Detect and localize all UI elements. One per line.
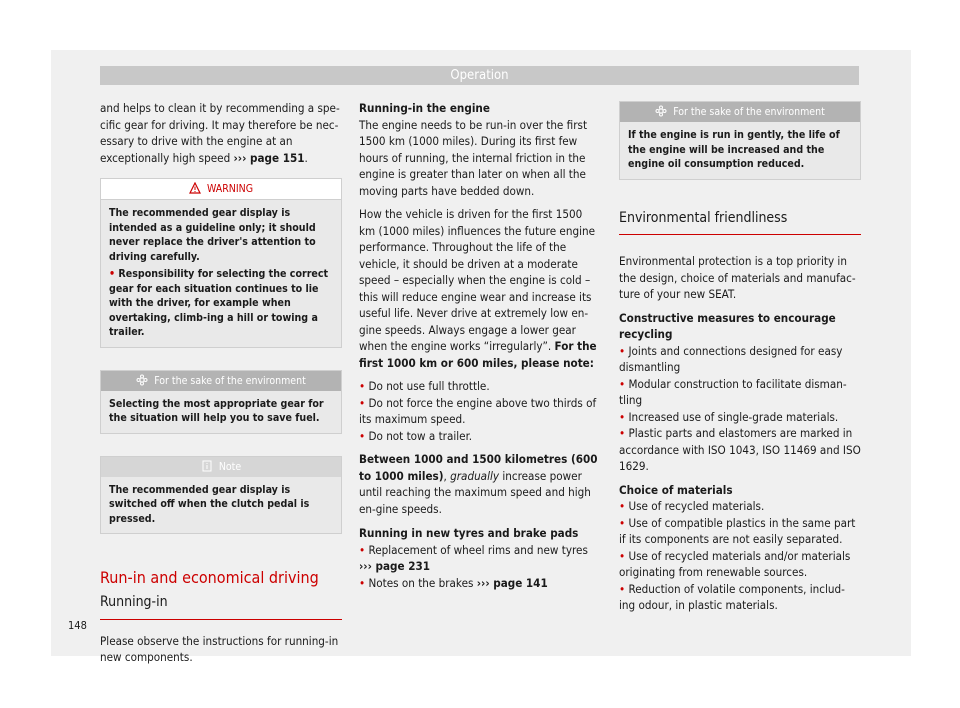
environment-header — [101, 371, 341, 391]
environment-box — [100, 370, 342, 434]
page-link-151[interactable]: ››› page 151 — [233, 150, 305, 165]
bullet-icon: • — [109, 268, 119, 280]
list-item-text: Plastic parts and elastomers are marked in accordance with ISO 1043, ISO 11469 and ISO 1629. — [619, 426, 861, 473]
intro-end: . — [304, 150, 308, 165]
list-item-text: Replacement of wheel rims and new tyres — [368, 542, 588, 557]
note-box — [100, 456, 342, 535]
environment-flower-icon — [136, 374, 148, 386]
list-item — [619, 515, 861, 548]
list-item — [619, 425, 861, 475]
note-title: Note — [218, 460, 242, 473]
note-text: The recommended gear display is switched off when the clutch pedal is pressed. — [101, 477, 341, 534]
engine-paragraph-1: The engine needs to be run-in over the first 1500 km (1000 miles). During its first few hours of running, the internal friction in the engine is greater than later on when all the moving parts have bedded down. — [359, 117, 588, 198]
list-item-text: Joints and connections designed for easy dismantling — [619, 343, 843, 374]
heading-tyres-brakes: Running in new tyres and brake pads — [359, 526, 579, 540]
list-item-text: Use of recycled materials and/or materials originating from renewable sources. — [619, 548, 851, 579]
engine-paragraph-2-bold: For the first 1000 km or 600 miles, please note: — [359, 339, 597, 370]
environment-text: Selecting the most appropriate gear for the situation will help you to save fuel. — [101, 391, 341, 433]
list-item — [619, 581, 861, 614]
environment-title-2: For the sake of the environment — [673, 106, 825, 118]
list-item — [359, 428, 601, 445]
environment-title: For the sake of the environment — [154, 374, 306, 387]
bullet-icon: • — [619, 376, 629, 391]
power-paragraph — [359, 451, 601, 517]
page-number: 148 — [68, 619, 87, 632]
list-item — [359, 378, 601, 395]
environment-text-2: If the engine is run in gently, the life of the engine will be increased and the engine oil consumption reduced. — [620, 122, 860, 179]
environment-flower-icon — [655, 105, 667, 117]
warning-title: WARNING — [206, 183, 254, 195]
intro-text: and helps to clean it by recommending a spe-cific gear for driving. It may therefore be nec-essary to drive with the engine at an exceptionally high speed — [100, 101, 340, 165]
bullet-icon: • — [619, 515, 629, 530]
warning-body — [101, 200, 341, 347]
list-item-text: Notes on the brakes — [368, 575, 474, 590]
section-title: Run-in and economical driving — [100, 568, 319, 587]
engine-paragraph-2-text: How the vehicle is driven for the first 1500 km (1000 miles) influences the future engine performance. Throughout the life of the vehicle, it should be driven at a moderate speed – especially when the engine is cold – this will reduce engine wear and increase its useful life. Never drive at extremely low en-gine speeds. Always engage a lower gear when the engine works “irregularly”. — [359, 207, 596, 353]
warning-header — [101, 179, 341, 200]
heading-running-in-engine: Running-in the engine — [359, 101, 490, 115]
environment-paragraph: Environmental protection is a top priority in the design, choice of materials and manufac-ture of your new SEAT. — [619, 254, 856, 301]
section-title-environment: Environmental friendliness — [619, 209, 788, 226]
bullet-icon: • — [619, 343, 629, 358]
bullet-icon: • — [359, 395, 369, 410]
power-paragraph-comma: , — [443, 468, 447, 483]
subsection-text: Please observe the instructions for running-in new components. — [100, 633, 339, 664]
bullet-icon: • — [359, 379, 369, 393]
list-item — [359, 395, 601, 428]
list-item-text: Use of compatible plastics in the same part if its components are not easily separated. — [619, 515, 856, 546]
bullet-list-materials — [619, 498, 861, 614]
list-item-text: Do not tow a trailer. — [368, 428, 473, 443]
engine-paragraph-2 — [359, 206, 601, 371]
bullet-list-engine — [359, 378, 601, 444]
bullet-icon: • — [359, 542, 369, 557]
environment-header-2 — [620, 102, 860, 122]
bullet-icon: • — [619, 499, 629, 513]
power-paragraph-italic: gradually — [450, 468, 500, 483]
page-link-231[interactable]: ››› page 231 — [359, 559, 430, 573]
power-paragraph-text: increase power until reaching the maximum speed and high en-gine speeds. — [359, 468, 591, 516]
list-item-text: Use of recycled materials. — [628, 499, 765, 513]
warning-text-2: Responsibility for selecting the correct gear for each situation continues to lie with the driver, for example when overtaking, climb-ing a hill or towing a trailer. — [109, 268, 329, 338]
column-1 — [100, 100, 342, 673]
warning-box — [100, 178, 342, 348]
intro-paragraph — [100, 100, 342, 166]
bullet-icon: • — [359, 575, 369, 590]
list-item — [619, 409, 861, 426]
bullet-icon: • — [359, 428, 369, 443]
list-item-text: Increased use of single-grade materials. — [628, 409, 839, 424]
warning-triangle-icon — [189, 182, 201, 194]
list-item — [619, 498, 861, 515]
subsection-title: Running-in — [100, 594, 168, 610]
warning-text-1: The recommended gear display is intended as a guideline only; it should never replace the driver's attention to driving carefully. — [109, 207, 316, 263]
list-item-text: Reduction of volatile components, includ-ing odour, in plastic materials. — [619, 581, 845, 612]
power-paragraph-bold: Between 1000 and 1500 kilometres (600 to 1000 miles) — [359, 452, 598, 483]
page-link-141[interactable]: ››› page 141 — [476, 575, 548, 590]
note-icon — [201, 460, 213, 472]
list-item-text: Do not use full throttle. — [368, 379, 490, 393]
environment-box-2 — [619, 101, 861, 180]
run-in-section — [100, 568, 342, 666]
list-item — [619, 343, 861, 376]
bullet-icon: • — [619, 548, 629, 563]
list-item — [619, 548, 861, 581]
bullet-icon: • — [619, 426, 629, 440]
list-item-text: Do not force the engine above two thirds of its maximum speed. — [359, 395, 597, 426]
bullet-icon: • — [619, 409, 629, 424]
list-item-text: Modular construction to facilitate disman-tling — [619, 376, 847, 407]
bullet-icon: • — [619, 581, 629, 596]
note-header — [101, 457, 341, 477]
column-2 — [359, 100, 601, 591]
environment-section — [619, 210, 861, 236]
warning-bullet — [109, 267, 333, 340]
list-item — [359, 542, 601, 575]
heading-choice-of-materials: Choice of materials — [619, 482, 733, 497]
column-3 — [619, 101, 861, 614]
bullet-list-construct — [619, 343, 861, 475]
heading-constructive-measures: Constructive measures to encourage recycling — [619, 310, 836, 341]
section-divider — [619, 234, 861, 235]
page-header: Operation — [100, 66, 859, 85]
list-item — [619, 376, 861, 409]
list-item — [359, 575, 601, 592]
section-divider — [100, 619, 342, 620]
